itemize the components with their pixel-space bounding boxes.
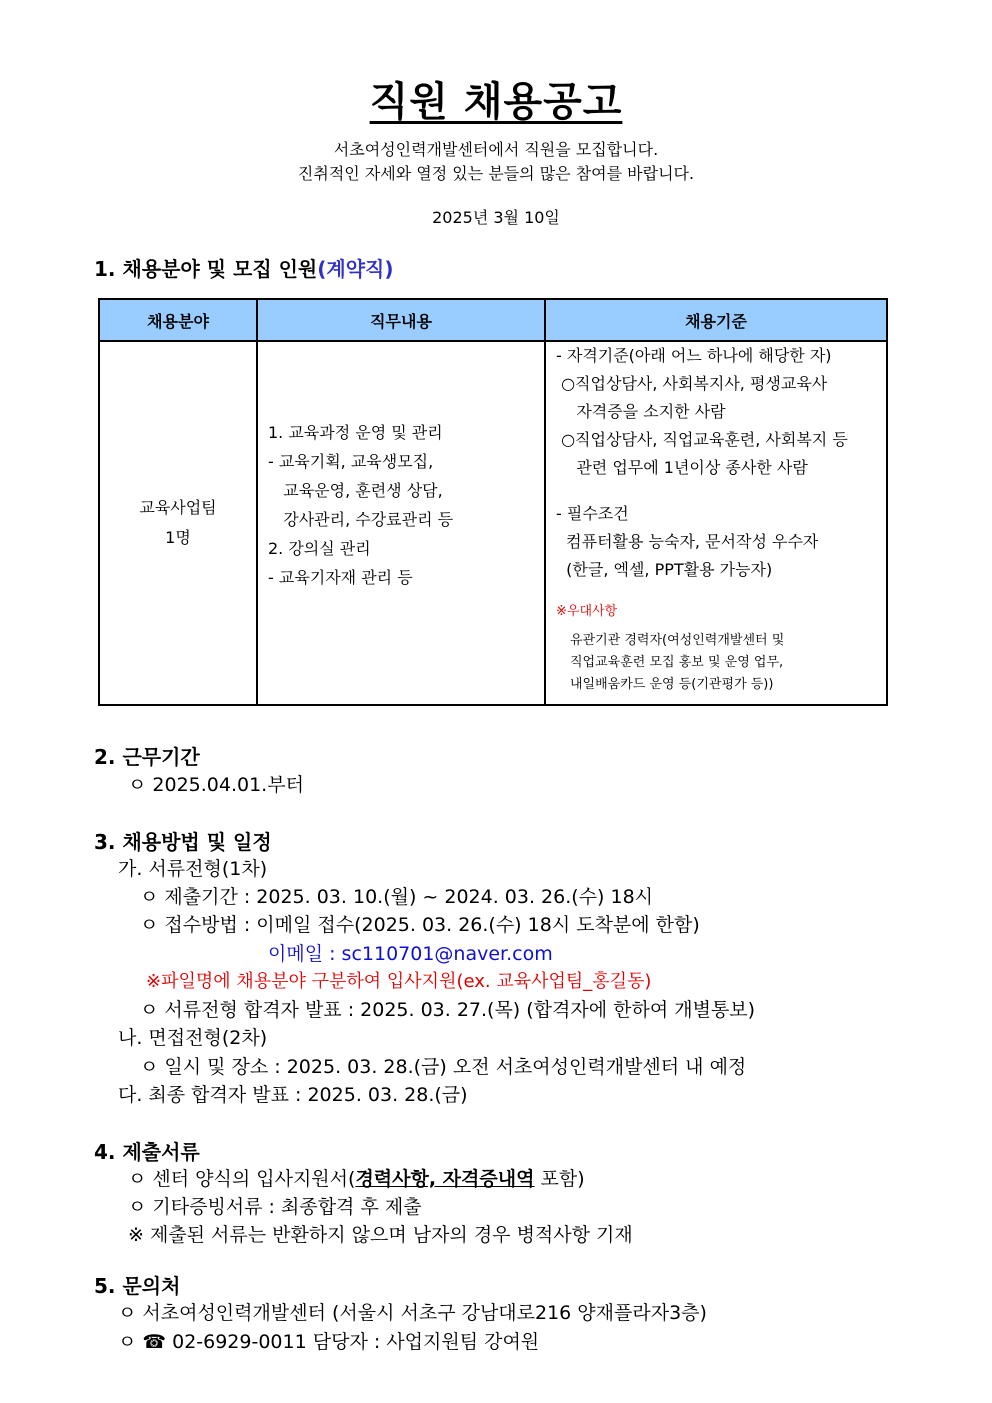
duty-line: - 교육기획, 교육생모집, — [268, 452, 434, 471]
preferred-line: 유관기관 경력자(여성인력개발센터 및 — [570, 633, 785, 648]
table-header-duties: 직무내용 — [257, 299, 545, 341]
work-period: ㅇ 2025.04.01.부터 — [128, 774, 304, 796]
announcement-date: 2025년 3월 10일 — [432, 208, 560, 227]
section1-heading — [94, 253, 394, 282]
documents-note: ※ 제출된 서류는 반환하지 않으며 남자의 경우 병적사항 기재 — [128, 1224, 633, 1246]
criteria-line: ○직업상담사, 사회복지사, 평생교육사 — [556, 374, 828, 393]
intro-line-1: 서초여성인력개발센터에서 직원을 모집합니다. — [333, 140, 659, 159]
documents-line-1 — [128, 1164, 585, 1191]
stage-document: 가. 서류전형(1차) — [118, 858, 268, 880]
field-name: 교육사업팀 — [139, 498, 217, 517]
table-header-criteria: 채용기준 — [545, 299, 887, 341]
recruitment-table — [98, 298, 888, 706]
criteria-line: ○직업상담사, 직업교육훈련, 사회복지 등 — [556, 430, 848, 449]
criteria-line: 자격증을 소지한 사람 — [556, 402, 726, 421]
duty-line: 강사관리, 수강료관리 등 — [268, 510, 454, 529]
criteria-line: - 자격기준(아래 어느 하나에 해당한 자) — [556, 346, 832, 365]
table-header-field: 채용분야 — [99, 299, 257, 341]
section2-heading: 2. 근무기간 — [94, 745, 200, 769]
documents-line-1-post: 포함) — [534, 1168, 585, 1190]
contact-address: ㅇ 서초여성인력개발센터 (서울시 서초구 강남대로216 양재플라자3층) — [118, 1302, 707, 1324]
required-line: 컴퓨터활용 능숙자, 문서작성 우수자 — [556, 532, 819, 551]
final-result: 다. 최종 합격자 발표 : 2025. 03. 28.(금) — [118, 1084, 468, 1106]
section1-heading-highlight: (계약직) — [317, 257, 394, 281]
table-cell-duties — [257, 341, 545, 705]
required-heading: - 필수조건 — [556, 504, 629, 523]
contact-phone: ㅇ ☎ 02-6929-0011 담당자 : 사업지원팀 강여원 — [118, 1331, 540, 1353]
table-cell-criteria — [545, 341, 887, 705]
stage-interview: 나. 면접전형(2차) — [118, 1027, 268, 1049]
section4-heading: 4. 제출서류 — [94, 1140, 200, 1164]
submit-period: ㅇ 제출기간 : 2025. 03. 10.(월) ~ 2024. 03. 26.(수) 18시 — [140, 886, 654, 908]
duty-line: 2. 강의실 관리 — [268, 539, 371, 558]
page-title: 직원 채용공고 — [369, 79, 623, 125]
section3-heading: 3. 채용방법 및 일정 — [94, 830, 272, 854]
section1-heading-text: 1. 채용분야 및 모집 인원 — [94, 257, 318, 281]
documents-line-2: ㅇ 기타증빙서류 : 최종합격 후 제출 — [128, 1196, 422, 1218]
duty-line: - 교육기자재 관리 등 — [268, 568, 413, 587]
preferred-heading: ※우대사항 — [556, 604, 618, 619]
required-line: (한글, 엑셀, PPT활용 가능자) — [556, 560, 773, 579]
duty-line: 교육운영, 훈련생 상담, — [268, 481, 443, 500]
submit-method: ㅇ 접수방법 : 이메일 접수(2025. 03. 26.(수) 18시 도착분에 한함) — [140, 914, 700, 936]
preferred-line: 직업교육훈련 모집 홍보 및 운영 업무, — [570, 655, 784, 670]
interview-schedule: ㅇ 일시 및 장소 : 2025. 03. 28.(금) 오전 서초여성인력개발센터 내 예정 — [140, 1056, 747, 1078]
field-count: 1명 — [165, 528, 191, 547]
documents-line-1-pre: ㅇ 센터 양식의 입사지원서( — [128, 1168, 356, 1190]
duty-line: 1. 교육과정 운영 및 관리 — [268, 423, 443, 442]
contact-email: 이메일 : sc110701@naver.com — [268, 943, 553, 965]
preferred-line: 내일배움카드 운영 등(기관평가 등)) — [570, 677, 774, 692]
criteria-line: 관련 업무에 1년이상 종사한 사람 — [556, 458, 808, 477]
document-result: ㅇ 서류전형 합격자 발표 : 2025. 03. 27.(목) (합격자에 한하여 개별통보) — [140, 999, 756, 1021]
intro-line-2: 진취적인 자세와 열정 있는 분들의 많은 참여를 바랍니다. — [297, 164, 695, 183]
section5-heading: 5. 문의처 — [94, 1274, 181, 1298]
table-cell-field — [99, 341, 257, 705]
filename-note: ※파일명에 채용분야 구분하여 입사지원(ex. 교육사업팀_홍길동) — [146, 971, 652, 992]
documents-line-1-bold: 경력사항, 자격증내역 — [355, 1168, 535, 1190]
